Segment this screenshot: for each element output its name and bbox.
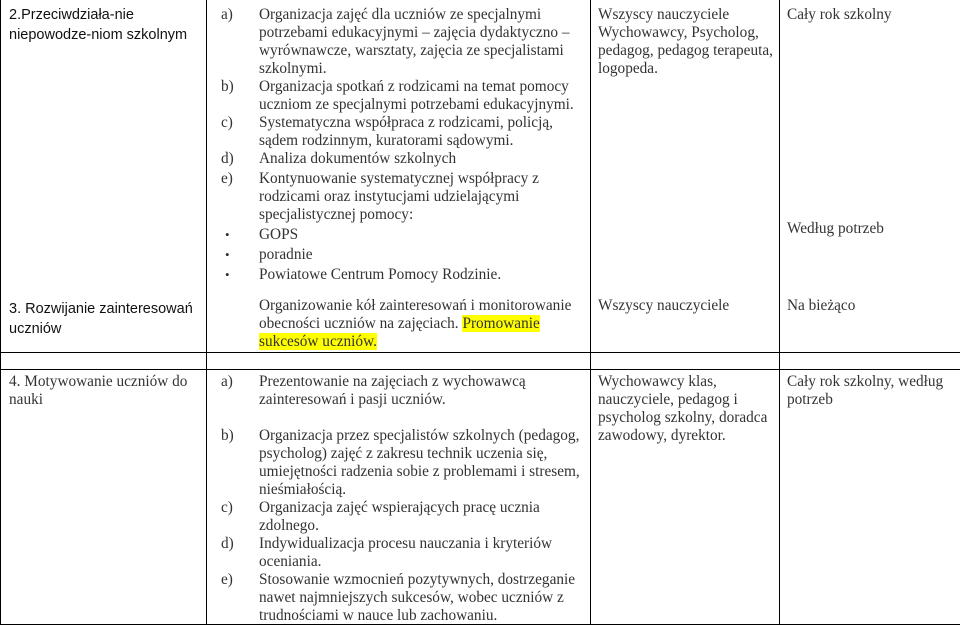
task-item	[221, 114, 583, 150]
table-border-left	[0, 0, 1, 625]
task-marker: a)	[221, 6, 233, 23]
bullet-item	[221, 266, 583, 284]
column-divider-2	[590, 0, 591, 625]
task-marker: d)	[221, 150, 234, 167]
task-text: Indywidualizacja procesu nauczania i kryteriów oceniania.	[259, 535, 553, 570]
bullet-icon: •	[225, 227, 230, 242]
term-cell-4	[787, 373, 955, 409]
responsible-text-3: Wszyscy nauczyciele	[598, 297, 730, 314]
row-divider-top	[0, 352, 960, 353]
area-title-4: 4. Motywowanie uczniów do nauki	[9, 373, 188, 408]
task-marker: e)	[221, 170, 233, 187]
task-item	[221, 373, 583, 409]
column-divider-1	[206, 0, 207, 625]
area3-task-text: Organizowanie kół zainteresowań i monitorowanie obecności uczniów na zajęciach.	[259, 297, 572, 332]
task-text: Organizacja przez specjalistów szkolnych (pedagog, psycholog) zajęć z zakresu technik uczenia się, umiejętności radzenia sobie z problemami i stresem, nieśmiałością.	[259, 427, 580, 498]
area-cell-4	[9, 373, 201, 409]
task-text: Prezentowanie na zajęciach z wychowawcą zainteresowań i pasji uczniów.	[259, 373, 526, 408]
task-item	[221, 535, 583, 571]
task-text: Analiza dokumentów szkolnych	[259, 150, 457, 167]
area-title-3: 3. Rozwijanie zainteresowań uczniów	[9, 301, 193, 337]
task-item	[221, 150, 583, 168]
task-item	[221, 571, 583, 625]
task-marker: c)	[221, 114, 233, 131]
task-text: Organizacja spotkań z rodzicami na temat pomocy uczniom ze specjalnymi potrzebami edukacyjnymi.	[259, 78, 574, 113]
task-text: Kontynuowanie systematycznej współpracy z rodzicami oraz instytucjami udzielającymi specjalistycznej pomocy:	[259, 170, 539, 223]
task-item	[221, 78, 583, 114]
task-item	[221, 427, 583, 499]
task-marker: b)	[221, 78, 234, 95]
bullet-text: GOPS	[259, 226, 299, 243]
bullet-item	[221, 226, 583, 244]
term-text-2b: Według potrzeb	[787, 220, 884, 237]
task-marker: e)	[221, 571, 233, 588]
task-text: Systematyczna współpraca z rodzicami, policją, sądem rodzinnym, kuratorami sądowymi.	[259, 114, 553, 149]
responsible-cell-3	[598, 297, 774, 315]
task-marker: a)	[221, 373, 233, 390]
area3-task-cell	[259, 297, 585, 351]
task-text: Stosowanie wzmocnień pozytywnych, dostrzeganie nawet najmniejszych sukcesów, wobec uczniów z trudnościami w nauce lub zachowaniu.	[259, 571, 576, 624]
task-text: Organizacja zajęć wspierających pracę ucznia zdolnego.	[259, 499, 540, 534]
area-title-2: 2.Przeciwdziała-nie niepowodze-niom szkolnym	[9, 7, 188, 43]
bullet-icon: •	[225, 267, 230, 282]
bullet-icon: •	[225, 247, 230, 262]
responsible-text-2: Wszyscy nauczyciele Wychowawcy, Psycholog, pedagog, pedagog terapeuta, logopeda.	[598, 6, 773, 77]
term-cell-2b	[787, 220, 955, 238]
task-marker: d)	[221, 535, 234, 552]
task-item	[221, 170, 583, 224]
task-item	[221, 499, 583, 535]
term-text-3: Na bieżąco	[787, 297, 856, 314]
task-text: Organizacja zajęć dla uczniów ze specjalnymi potrzebami edukacyjnymi – zajęcia dydaktyczno – wyrównawcze, warsztaty, zajęcia ze specjalistami szkolnymi.	[259, 6, 570, 77]
term-cell-3	[787, 297, 955, 315]
column-divider-3	[779, 0, 780, 625]
task-marker: b)	[221, 427, 234, 444]
row-divider-bottom	[0, 369, 960, 370]
bullet-text: Powiatowe Centrum Pomocy Rodzinie.	[259, 266, 502, 283]
area3-task-highlight: Promowanie sukcesów uczniów.	[259, 315, 540, 350]
tasks-cell-top	[221, 6, 583, 284]
responsible-text-4: Wychowawcy klas, nauczyciele, pedagog i psycholog szkolny, doradca zawodowy, dyrektor.	[598, 373, 768, 444]
responsible-cell-2	[598, 6, 774, 78]
tasks-cell-bottom	[221, 373, 583, 625]
task-marker: c)	[221, 499, 233, 516]
responsible-cell-4	[598, 373, 774, 445]
bullet-text: poradnie	[259, 246, 313, 263]
area-cell-2	[9, 5, 201, 45]
task-item	[221, 6, 583, 78]
area-cell-3	[9, 299, 201, 339]
term-cell-2a	[787, 6, 955, 24]
bullet-item	[221, 246, 583, 264]
term-text-4: Cały rok szkolny, według potrzeb	[787, 373, 944, 408]
term-text-2a: Cały rok szkolny	[787, 6, 892, 23]
